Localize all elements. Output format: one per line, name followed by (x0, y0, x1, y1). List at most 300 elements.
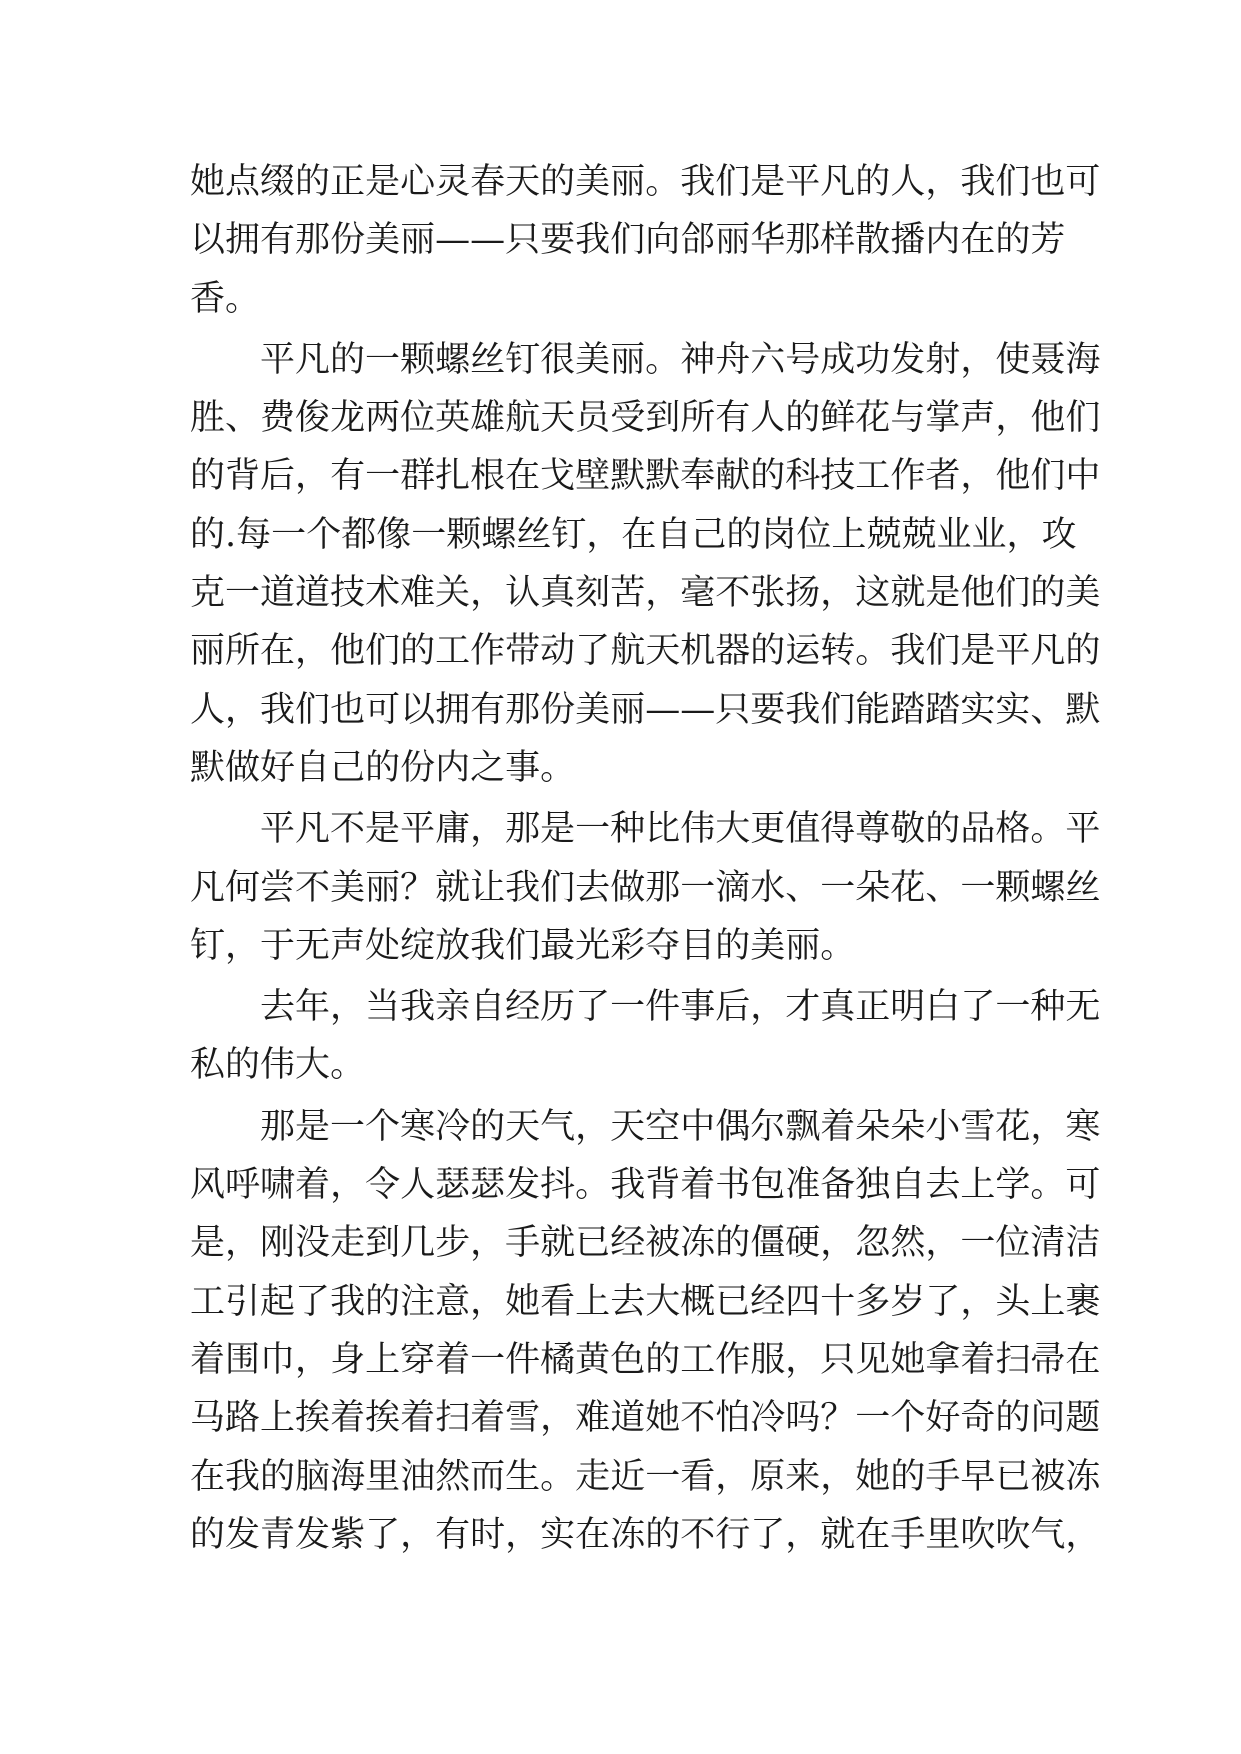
text-char: 一 (365, 456, 401, 497)
text-char: 位 (995, 1223, 1031, 1264)
text-char: 时 (470, 1514, 506, 1555)
text-char: 油 (400, 1456, 436, 1497)
text-char: 灵 (435, 162, 471, 202)
text-char: 、 (1030, 689, 1066, 730)
text-char: ， (820, 573, 856, 614)
text-char: 螺 (1030, 867, 1066, 908)
text-char: 去 (610, 1281, 646, 1322)
text-char: 业 (936, 514, 972, 555)
text-char: 吗 (785, 1398, 821, 1439)
text-char: 份 (540, 689, 576, 730)
text-char: 去 (925, 1165, 961, 1206)
text-char: 起 (260, 1281, 296, 1322)
text-char: 黄 (575, 1339, 611, 1380)
text-char: 。 (820, 925, 856, 966)
text-char: 头 (995, 1281, 1031, 1322)
text-char: 在 (575, 1514, 611, 1555)
text-char: 攻 (1041, 514, 1077, 555)
text-char: 做 (610, 867, 646, 908)
text-char: 们 (610, 220, 646, 261)
text-char: 来 (785, 1456, 821, 1497)
text-char: 后 (260, 456, 296, 497)
text-char: 可 (1065, 162, 1101, 202)
text-char: 抖 (540, 1165, 576, 1206)
text-char: 脑 (295, 1456, 331, 1497)
text-char: 我 (470, 925, 506, 966)
text-line (190, 506, 1077, 564)
text-char: 在 (190, 1456, 226, 1497)
text-char: 人 (400, 1165, 436, 1206)
text-char: 后 (715, 987, 751, 1028)
text-char: 就 (820, 1514, 856, 1555)
text-char: 戈 (540, 456, 576, 497)
text-char: 得 (820, 809, 856, 850)
text-char: 冷 (435, 1106, 471, 1147)
text-char: 香 (190, 278, 226, 319)
text-char: 苦 (610, 573, 646, 614)
text-char: ， (960, 1281, 996, 1322)
text-char: 着 (680, 1165, 716, 1206)
text-char: ？ (400, 867, 436, 908)
text-char: 僵 (750, 1223, 786, 1264)
text-char: 刚 (260, 1223, 296, 1264)
text-char: 的 (365, 1281, 401, 1322)
text-char: 内 (925, 220, 961, 261)
text-char: 作 (890, 456, 926, 497)
text-char: 呼 (225, 1165, 261, 1206)
text-char: ， (295, 631, 331, 672)
text-char: 作 (470, 631, 506, 672)
text-char: 实 (540, 1514, 576, 1555)
text-char: 马 (190, 1398, 226, 1439)
text-char: 着 (820, 1106, 856, 1147)
text-char: 好 (925, 1398, 961, 1439)
text-char: 到 (365, 1223, 401, 1264)
text-char: 每 (236, 514, 272, 555)
text-char: 。 (1030, 1165, 1066, 1206)
text-char: 白 (925, 987, 961, 1028)
text-char: 默 (610, 456, 646, 497)
text-char: 平 (1065, 809, 1101, 850)
text-char: 花 (995, 1106, 1031, 1147)
text-char: 是 (750, 162, 786, 202)
text-char: 之 (470, 747, 506, 788)
text-char: 夺 (645, 925, 681, 966)
text-char: 做 (225, 747, 261, 788)
text-char: 的 (190, 514, 226, 555)
text-char: 可 (1065, 1165, 1101, 1206)
text-char: 在 (855, 1514, 891, 1555)
text-char: 一 (995, 987, 1031, 1028)
text-char: 都 (341, 514, 377, 555)
text-char: 毫 (680, 573, 716, 614)
text-char: — (470, 220, 506, 261)
text-char: 机 (680, 631, 716, 672)
text-char: 克 (190, 573, 226, 614)
text-char: 备 (820, 1165, 856, 1206)
text-char: 了 (960, 987, 996, 1028)
text-char: 平 (785, 162, 821, 202)
body-text (190, 153, 1101, 1564)
text-char: ， (295, 1339, 331, 1380)
text-char: 近 (610, 1456, 646, 1497)
text-char: 平 (260, 809, 296, 850)
text-line (190, 1098, 1101, 1156)
text-char: 中 (680, 1106, 716, 1147)
text-char: 们 (925, 631, 961, 672)
text-char: 的 (1030, 573, 1066, 614)
text-char: 在 (621, 514, 657, 555)
text-char: 的 (330, 339, 366, 380)
text-char: 就 (540, 1223, 576, 1264)
text-char: 尊 (855, 809, 891, 850)
text-char: 的 (715, 1223, 751, 1264)
text-char: 可 (365, 689, 401, 730)
text-char: 意 (435, 1281, 471, 1322)
text-char: 帚 (1030, 1339, 1066, 1380)
text-char: ， (225, 925, 261, 966)
text-char: 是 (190, 1223, 226, 1264)
text-char: 岁 (890, 1281, 926, 1322)
text-char: 绽 (400, 925, 436, 966)
text-char: 她 (645, 1398, 681, 1439)
text-char: 敬 (890, 809, 926, 850)
text-char: 自 (470, 987, 506, 1028)
text-char: 独 (855, 1165, 891, 1206)
text-char: 就 (435, 867, 471, 908)
text-char: 的 (645, 1339, 681, 1380)
text-char: 份 (400, 747, 436, 788)
text-char: 颗 (446, 514, 482, 555)
text-char: 朵 (890, 1106, 926, 1147)
text-char: 上 (260, 1398, 296, 1439)
text-char: 丽 (610, 689, 646, 730)
text-char: 手 (505, 1223, 541, 1264)
text-char: 们 (365, 631, 401, 672)
text-char: ， (540, 1398, 576, 1439)
text-char: 。 (855, 631, 891, 672)
text-char: 概 (680, 1281, 716, 1322)
text-char: 走 (575, 1456, 611, 1497)
text-char: 美 (575, 339, 611, 380)
text-char: 着 (295, 1165, 331, 1206)
text-char: 技 (330, 573, 366, 614)
text-char: 者 (925, 456, 961, 497)
text-char: 掌 (925, 398, 961, 439)
text-char: 六 (750, 339, 786, 380)
text-char: 、 (925, 867, 961, 908)
text-char: 被 (1030, 1456, 1066, 1497)
text-char: 事 (680, 987, 716, 1028)
text-char: — (645, 689, 681, 730)
text-line (190, 739, 1056, 797)
text-char: 偶 (715, 1106, 751, 1147)
text-char: 天 (505, 1106, 541, 1147)
text-char: 的 (260, 1456, 296, 1497)
text-char: 有 (330, 456, 366, 497)
text-char: 平 (260, 339, 296, 380)
text-char: 动 (540, 631, 576, 672)
text-char: 鲜 (820, 398, 856, 439)
text-line (190, 859, 1101, 917)
text-char: 让 (470, 867, 506, 908)
text-char: 了 (575, 987, 611, 1028)
text-char: 兢 (901, 514, 937, 555)
text-char: 道 (295, 573, 331, 614)
text-char: 我 (890, 631, 926, 672)
text-char: 的 (365, 747, 401, 788)
text-char: 那 (505, 809, 541, 850)
text-char: 。 (575, 1165, 611, 1206)
text-char: 美 (575, 162, 611, 202)
text-char: 一 (680, 867, 716, 908)
text-char: 丽 (715, 220, 751, 261)
text-char: 默 (645, 456, 681, 497)
text-char: 像 (376, 514, 412, 555)
text-char: 人 (190, 689, 226, 730)
text-char: 的 (540, 162, 576, 202)
text-char: 的 (890, 1456, 926, 1497)
text-char: 、 (225, 398, 261, 439)
text-char: 器 (715, 631, 751, 672)
text-char: 的 (750, 456, 786, 497)
text-char: 上 (575, 1281, 611, 1322)
text-char: 龙 (330, 398, 366, 439)
text-char: 去 (575, 867, 611, 908)
text-char: 们 (540, 867, 576, 908)
text-line (190, 1214, 1101, 1272)
text-char: 的 (190, 456, 226, 497)
text-char: 我 (330, 1281, 366, 1322)
text-char: 我 (680, 162, 716, 202)
text-char: 号 (785, 339, 821, 380)
text-char: ， (715, 1456, 751, 1497)
text-char: 雪 (960, 1106, 996, 1147)
text-char: 冻 (680, 1223, 716, 1264)
text-char: 射 (925, 339, 961, 380)
text-char: 声 (960, 398, 996, 439)
text-char: 去 (260, 987, 296, 1028)
text-line (190, 1389, 1101, 1447)
text-char: 围 (225, 1339, 261, 1380)
text-char: 彩 (610, 925, 646, 966)
text-char: 受 (610, 398, 646, 439)
text-char: 事 (505, 747, 541, 788)
text-char: 播 (890, 220, 926, 261)
text-char: 拿 (925, 1339, 961, 1380)
text-char: 聂 (1030, 339, 1066, 380)
text-char: 己 (330, 747, 366, 788)
text-char: 着 (960, 1339, 996, 1380)
text-char: 美 (365, 220, 401, 261)
text-char: 路 (225, 1398, 261, 1439)
text-char: 带 (505, 631, 541, 672)
text-char: 样 (820, 220, 856, 261)
text-char: 寒 (1065, 1106, 1101, 1147)
text-char: 踏 (890, 689, 926, 730)
text-char: 而 (470, 1456, 506, 1497)
text-char: 能 (855, 689, 891, 730)
text-char: 螺 (435, 339, 471, 380)
text-char: 兢 (866, 514, 902, 555)
text-char: 的 (995, 220, 1031, 261)
text-char: 不 (680, 1398, 716, 1439)
text-char: 见 (855, 1339, 891, 1380)
text-char: 明 (890, 987, 926, 1028)
text-char: 是 (365, 162, 401, 202)
text-char: ， (785, 1514, 821, 1555)
text-char: 真 (820, 987, 856, 1028)
text-char: 的 (995, 1398, 1031, 1439)
text-char: 丝 (516, 514, 552, 555)
text-char: 的 (645, 1514, 681, 1555)
text-char: 在 (960, 220, 996, 261)
text-char: 俊 (295, 398, 331, 439)
text-line (190, 564, 1101, 622)
text-char: 芳 (1030, 220, 1066, 261)
text-char: 认 (505, 573, 541, 614)
text-char: 多 (855, 1281, 891, 1322)
text-char: 难 (400, 573, 436, 614)
text-char: 。 (540, 747, 576, 788)
text-char: 拥 (435, 689, 471, 730)
text-char: 不 (715, 573, 751, 614)
text-char: 大 (645, 1281, 681, 1322)
text-char: 是 (925, 573, 961, 614)
text-char: 的 (400, 631, 436, 672)
text-char: 当 (365, 987, 401, 1028)
text-char: 里 (925, 1514, 961, 1555)
text-char: 了 (575, 631, 611, 672)
text-char: 一 (225, 573, 261, 614)
text-line (190, 447, 1101, 505)
text-char: 怕 (715, 1398, 751, 1439)
text-char: 着 (400, 1398, 436, 1439)
text-char: 上 (960, 1165, 996, 1206)
text-char: 人 (890, 162, 926, 202)
text-char: 凡 (295, 809, 331, 850)
text-char: 发 (225, 1514, 261, 1555)
text-char: 散 (855, 220, 891, 261)
text-char: 她 (855, 1456, 891, 1497)
text-char: 是 (365, 809, 401, 850)
text-char: 工 (855, 456, 891, 497)
text-char: 何 (225, 867, 261, 908)
text-char: 看 (680, 1456, 716, 1497)
text-char: 着 (330, 1398, 366, 1439)
text-line (190, 681, 1101, 739)
text-line (190, 1273, 1101, 1331)
text-char: 是 (540, 809, 576, 850)
text-char: 。 (540, 1456, 576, 1497)
text-char: 大 (715, 809, 751, 850)
text-char: 上 (365, 1339, 401, 1380)
text-line (190, 1331, 1101, 1389)
text-char: 道 (260, 573, 296, 614)
text-char: 中 (1065, 456, 1101, 497)
text-char: — (680, 689, 716, 730)
text-char: 神 (680, 339, 716, 380)
text-char: 比 (645, 809, 681, 850)
text-char: 扫 (435, 1398, 471, 1439)
text-char: 个 (365, 1106, 401, 1147)
text-char: 最 (540, 925, 576, 966)
text-char: ， (470, 573, 506, 614)
text-char: 们 (995, 573, 1031, 614)
text-char: — (435, 220, 471, 261)
text-char: 发 (890, 339, 926, 380)
text-char: 了 (925, 1281, 961, 1322)
text-char: ， (995, 398, 1031, 439)
text-char: 奉 (680, 456, 716, 497)
text-char: 舟 (715, 339, 751, 380)
text-line (190, 978, 1101, 1036)
text-char: 更 (750, 809, 786, 850)
text-char: 术 (365, 573, 401, 614)
text-char: 伟 (680, 809, 716, 850)
text-char: 历 (540, 987, 576, 1028)
text-char: 的 (190, 1514, 226, 1555)
text-char: 只 (505, 220, 541, 261)
text-char: 飘 (785, 1106, 821, 1147)
text-char: 作 (715, 1339, 751, 1380)
text-char: 壁 (575, 456, 611, 497)
text-char: 已 (715, 1281, 751, 1322)
text-char: 海 (1065, 339, 1101, 380)
text-char: 扎 (435, 456, 471, 497)
text-char: 奇 (960, 1398, 996, 1439)
text-char: 了 (295, 1281, 331, 1322)
text-char: 着 (470, 1398, 506, 1439)
text-char: 发 (505, 1165, 541, 1206)
text-char: ， (295, 456, 331, 497)
text-char: 引 (225, 1281, 261, 1322)
text-char: 工 (190, 1281, 226, 1322)
text-char: 亲 (435, 987, 471, 1028)
text-char: 刻 (575, 573, 611, 614)
text-char: 洁 (1065, 1223, 1101, 1264)
text-char: ， (925, 1223, 961, 1264)
text-char: 声 (330, 925, 366, 966)
text-char: 我 (505, 867, 541, 908)
text-char: 关 (435, 573, 471, 614)
text-char: 大 (295, 1045, 331, 1086)
text-char: ， (820, 1223, 856, 1264)
text-char: 颗 (995, 867, 1031, 908)
text-char: 的 (855, 162, 891, 202)
text-line (190, 1506, 1101, 1564)
text-line (190, 211, 1066, 269)
text-line (190, 389, 1101, 447)
text-char: 学 (995, 1165, 1031, 1206)
text-char: 与 (890, 398, 926, 439)
text-char: 我 (785, 689, 821, 730)
text-char: 一 (610, 987, 646, 1028)
text-char: 他 (960, 573, 996, 614)
text-char: 手 (925, 1456, 961, 1497)
text-char: 背 (225, 456, 261, 497)
text-char: 岗 (761, 514, 797, 555)
text-line (190, 1156, 1101, 1214)
text-char: 的 (750, 631, 786, 672)
text-char: 自 (295, 747, 331, 788)
text-char: 挨 (295, 1398, 331, 1439)
text-char: 水 (750, 867, 786, 908)
text-char: 有 (260, 220, 296, 261)
text-char: 件 (645, 987, 681, 1028)
text-char: 缀 (260, 162, 296, 202)
text-char: 难 (575, 1398, 611, 1439)
